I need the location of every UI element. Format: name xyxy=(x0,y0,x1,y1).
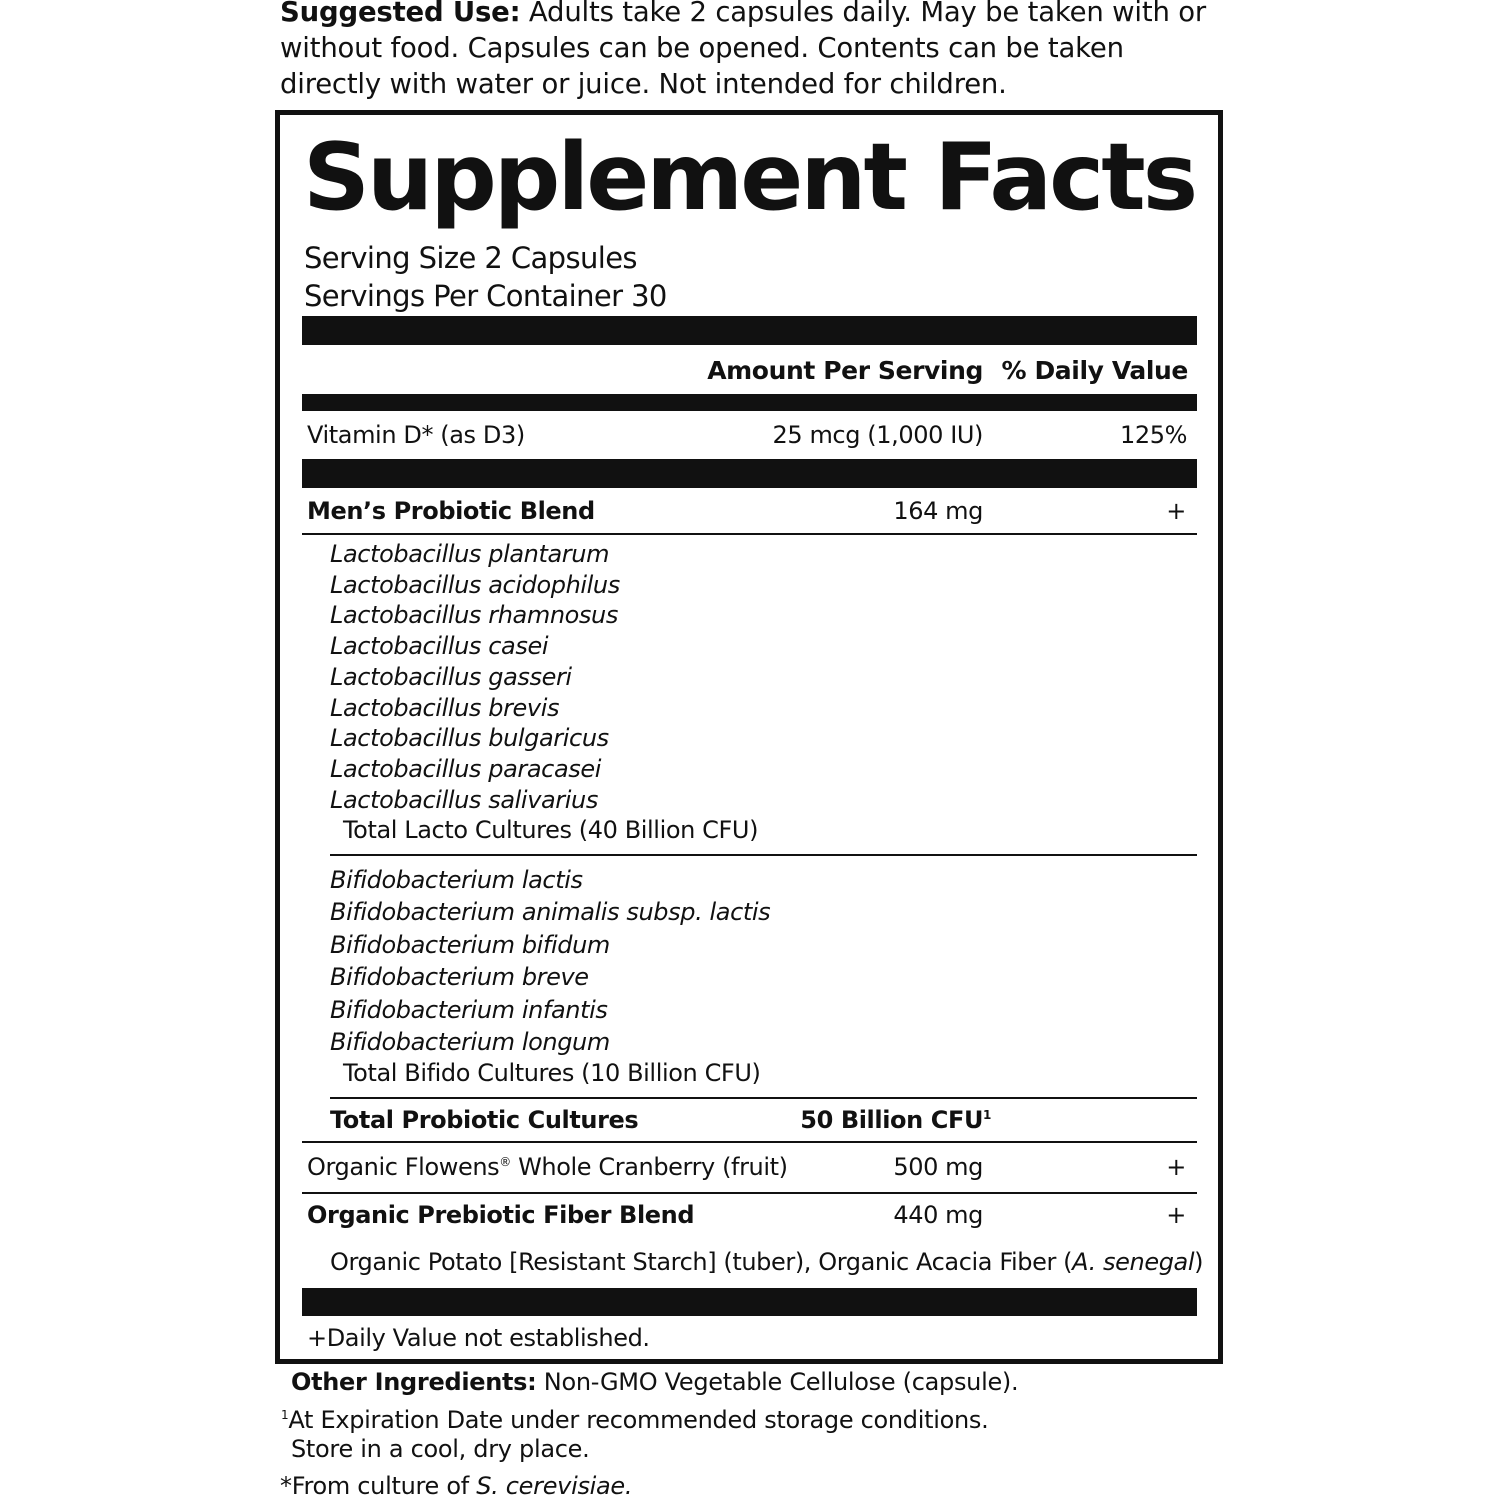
bifido-item: Bifidobacterium longum xyxy=(330,1028,610,1057)
probiotic-blend-dv: + xyxy=(1166,497,1186,525)
bifido-item: Bifidobacterium lactis xyxy=(330,866,583,894)
footnote-mark: 1 xyxy=(983,1108,991,1122)
vitamin-d-amount: 25 mcg (1,000 IU) xyxy=(772,421,983,449)
probiotic-blend-amount: 164 mg xyxy=(893,497,983,525)
lacto-item: Lactobacillus brevis xyxy=(330,693,560,722)
servings-per-container: Servings Per Container 30 xyxy=(304,279,667,313)
dv-note: +Daily Value not established. xyxy=(307,1324,650,1352)
thin-divider xyxy=(330,1097,1197,1099)
header-amount: Amount Per Serving xyxy=(707,356,983,385)
thick-divider xyxy=(302,1288,1197,1316)
bifido-item: Bifidobacterium bifidum xyxy=(330,930,610,959)
thin-divider xyxy=(330,854,1197,856)
footnote-2-pre: *From culture of xyxy=(280,1472,477,1500)
suggested-use xyxy=(280,0,1220,102)
bifido-item: Bifidobacterium infantis xyxy=(330,995,608,1024)
bifido-item: Bifidobacterium breve xyxy=(330,963,589,992)
total-probiotic-name: Total Probiotic Cultures xyxy=(330,1106,639,1134)
fiber-ingredients-post: ) xyxy=(1194,1248,1204,1276)
fiber-ingredients-pre: Organic Potato [Resistant Starch] (tuber), Organic Acacia Fiber ( xyxy=(330,1248,1073,1276)
fiber-blend-amount: 440 mg xyxy=(893,1201,983,1229)
fiber-ingredients-species: A. senegal xyxy=(1072,1248,1195,1276)
footnote-1-mark: 1 xyxy=(281,1408,289,1422)
suggested-use-text: Adults take 2 capsules daily. May be taken with or without food. Capsules can be opened. Contents can be taken directly with water or juice. Not intended for children. xyxy=(280,0,1206,100)
cranberry-name-pre: Organic Flowens xyxy=(307,1153,500,1181)
supplement-facts-panel xyxy=(275,110,1223,1364)
lacto-list xyxy=(330,539,620,815)
footnote-1 xyxy=(281,1405,988,1435)
fiber-ingredients xyxy=(330,1247,1203,1277)
lacto-item: Lactobacillus salivarius xyxy=(330,785,598,814)
bifido-list xyxy=(330,864,770,1058)
facts-title: Supplement Facts xyxy=(303,123,1196,231)
cranberry-dv: + xyxy=(1166,1153,1186,1181)
footnote-2-species: S. cerevisiae. xyxy=(476,1472,633,1500)
lacto-total: Total Lacto Cultures (40 Billion CFU) xyxy=(343,816,759,844)
thick-divider xyxy=(302,316,1197,345)
probiotic-blend-name: Men’s Probiotic Blend xyxy=(307,497,595,525)
lacto-item: Lactobacillus rhamnosus xyxy=(330,601,618,630)
footnote-1-line2: Store in a cool, dry place. xyxy=(291,1435,590,1463)
thin-divider xyxy=(302,1141,1197,1143)
fiber-blend-dv: + xyxy=(1166,1201,1186,1229)
header-daily-value: % Daily Value xyxy=(1001,356,1188,385)
vitamin-d-dv: 125% xyxy=(1119,421,1187,449)
thick-divider xyxy=(302,459,1197,488)
fiber-blend-name: Organic Prebiotic Fiber Blend xyxy=(307,1201,695,1229)
cranberry-amount: 500 mg xyxy=(893,1153,983,1181)
lacto-item: Lactobacillus acidophilus xyxy=(330,570,620,599)
registered-mark: ® xyxy=(499,1155,511,1169)
cranberry-name-post: Whole Cranberry (fruit) xyxy=(510,1153,788,1181)
vitamin-d-name: Vitamin D* (as D3) xyxy=(307,421,525,449)
total-probiotic-amount xyxy=(700,1105,991,1135)
other-ingredients-text: Non-GMO Vegetable Cellulose (capsule). xyxy=(536,1368,1019,1396)
lacto-item: Lactobacillus bulgaricus xyxy=(330,724,609,753)
bifido-item: Bifidobacterium animalis subsp. lactis xyxy=(330,898,771,927)
thin-divider xyxy=(302,1192,1197,1194)
lacto-item: Lactobacillus paracasei xyxy=(330,754,602,783)
medium-divider xyxy=(302,394,1197,411)
lacto-item: Lactobacillus casei xyxy=(330,632,549,661)
suggested-use-label: Suggested Use: xyxy=(280,0,521,28)
serving-size: Serving Size 2 Capsules xyxy=(304,241,637,275)
thin-divider xyxy=(302,533,1197,535)
lacto-item: Lactobacillus plantarum xyxy=(330,540,610,568)
other-ingredients xyxy=(291,1367,1018,1397)
lacto-item: Lactobacillus gasseri xyxy=(330,662,572,691)
bifido-total: Total Bifido Cultures (10 Billion CFU) xyxy=(343,1059,761,1087)
other-ingredients-label: Other Ingredients: xyxy=(291,1368,537,1396)
footnote-1-line1: At Expiration Date under recommended storage conditions. xyxy=(288,1406,989,1434)
total-probiotic-amount-value: 50 Billion CFU xyxy=(800,1106,984,1134)
